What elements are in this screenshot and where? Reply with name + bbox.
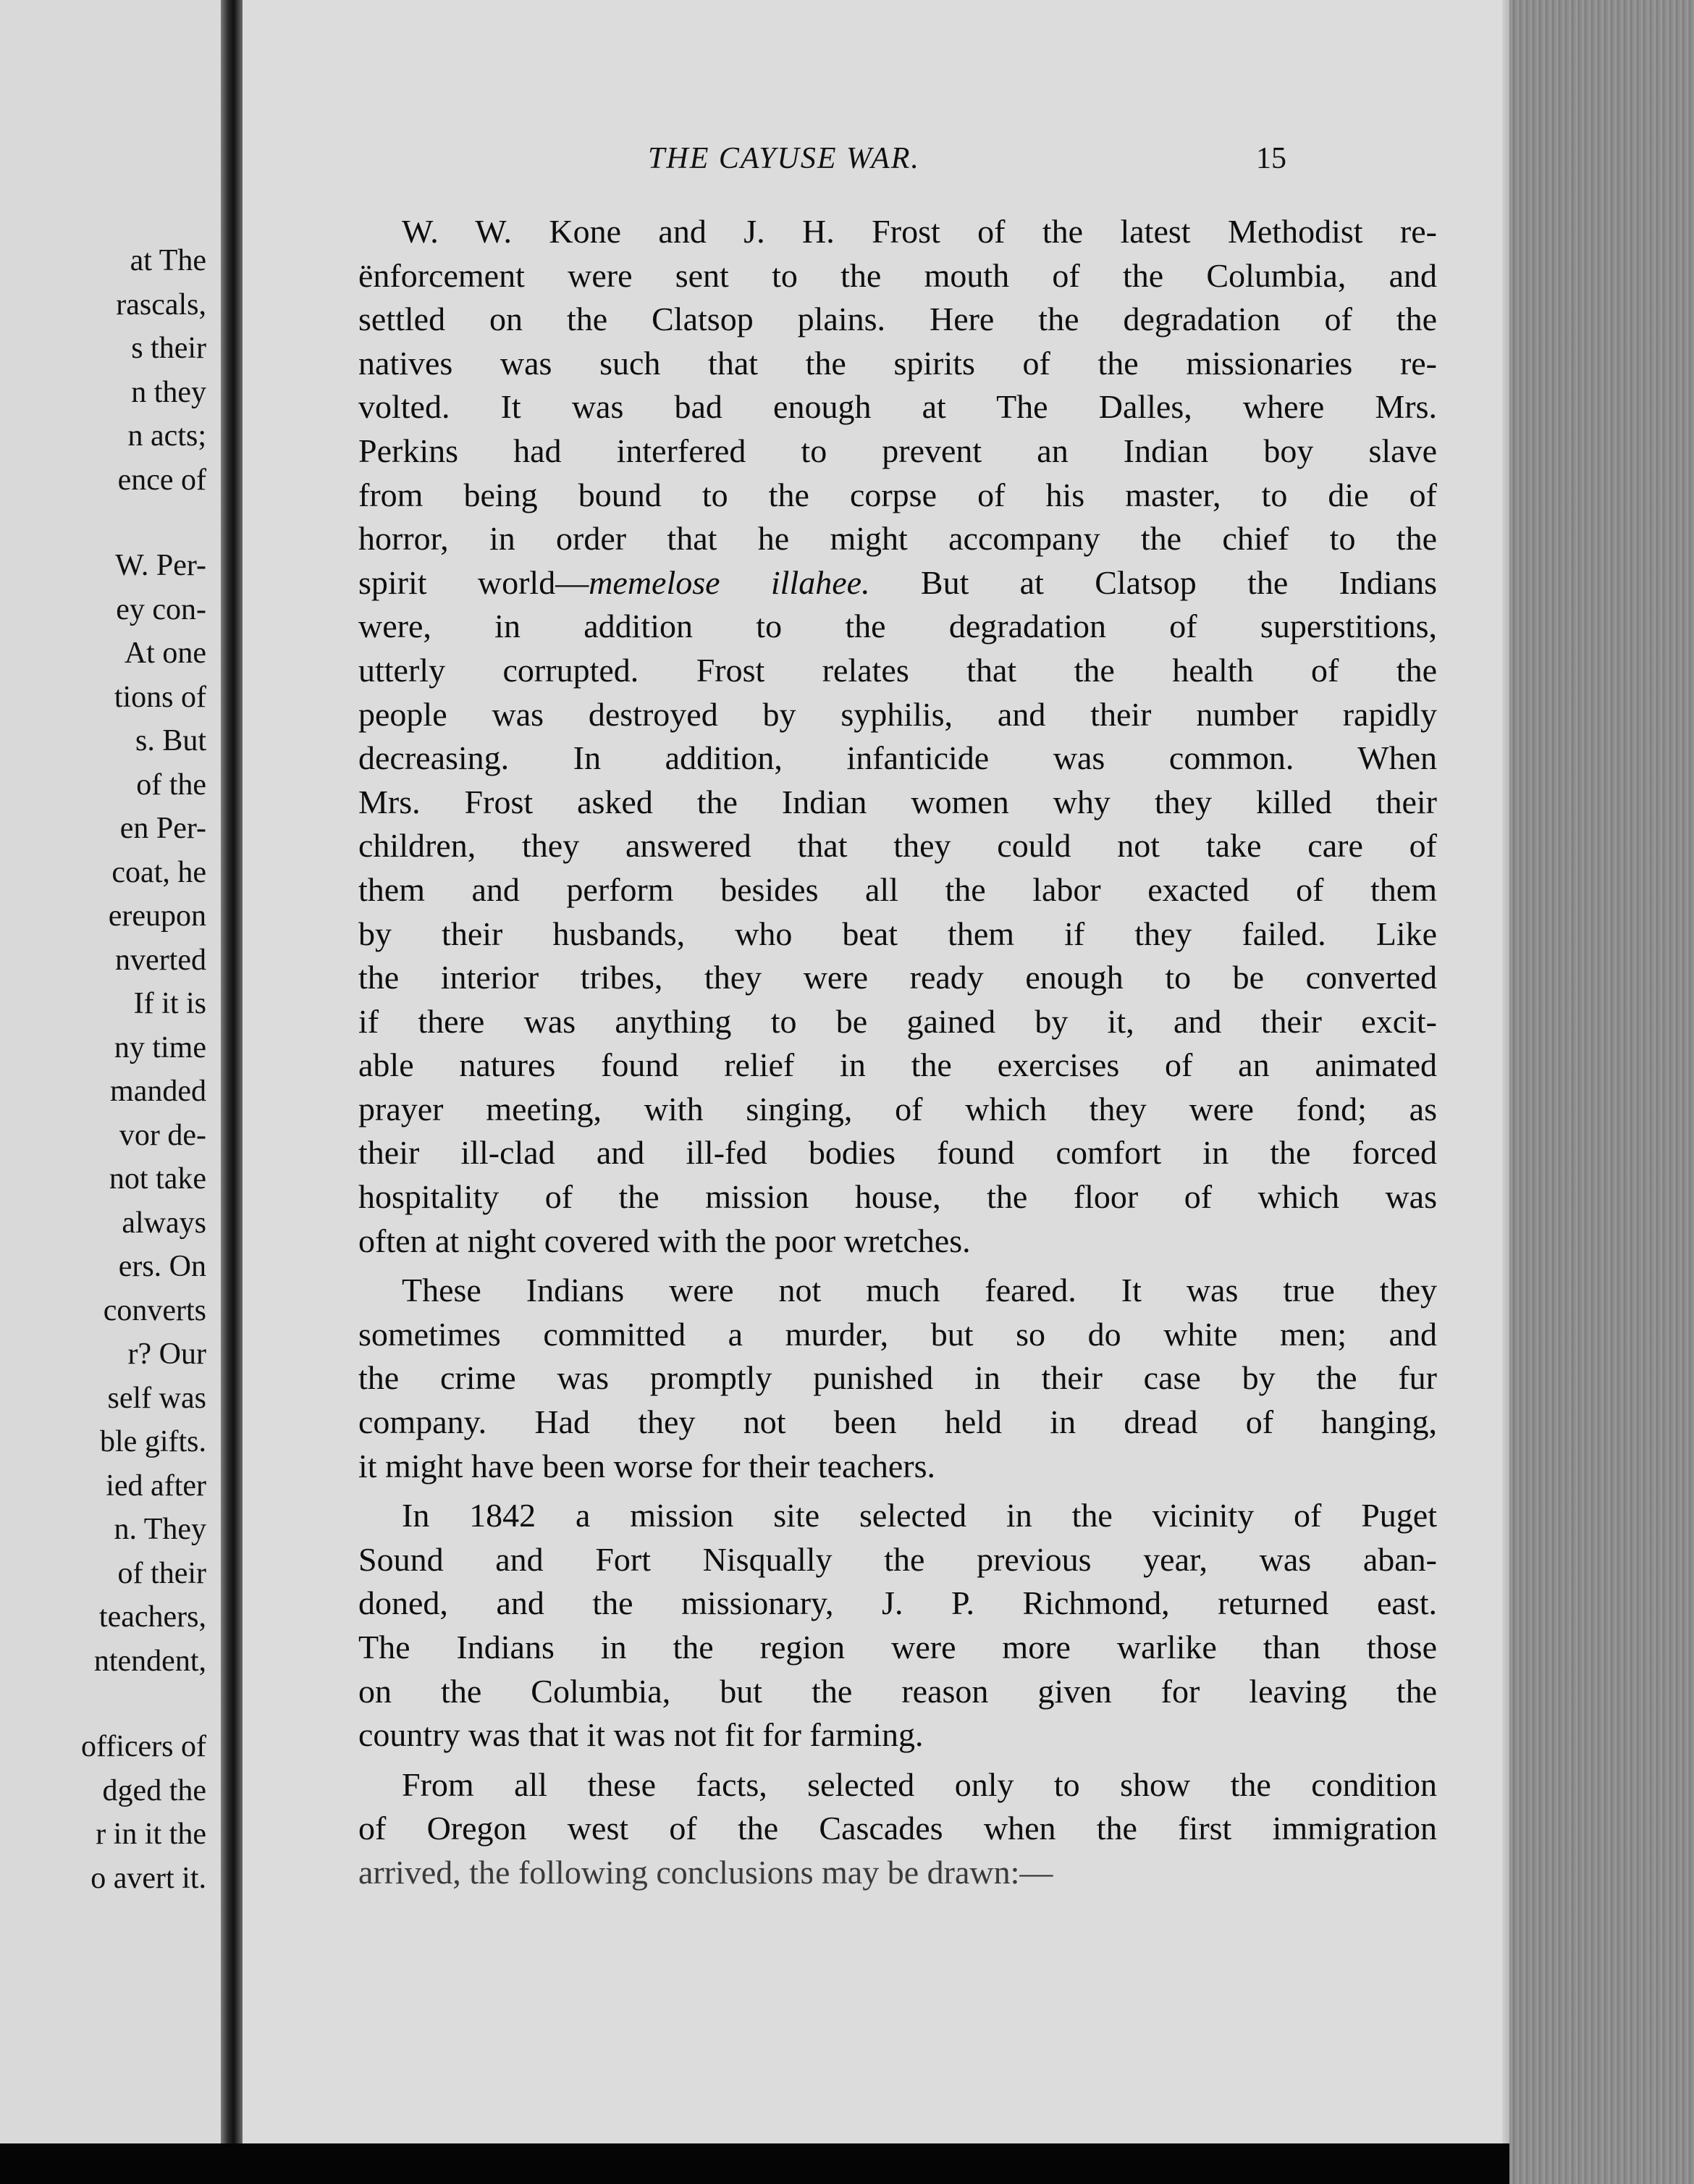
previous-page-line: converts — [103, 1293, 206, 1327]
previous-page-line: of the — [136, 768, 206, 802]
text-line: able natures found relief in the exercises of an animated — [358, 1046, 1437, 1084]
previous-page-line: ntendent, — [93, 1644, 206, 1678]
previous-page-line: ny time — [114, 1030, 206, 1064]
paragraph-gap — [358, 1263, 1437, 1269]
text-line: of Oregon west of the Cascades when the first immigration — [358, 1810, 1437, 1847]
paragraph-gap — [358, 1757, 1437, 1763]
text-line: if there was anything to be gained by it, and their excit- — [358, 1002, 1437, 1040]
text-line: These Indians were not much feared. It was true they — [402, 1272, 1437, 1309]
previous-page-line: r? Our — [127, 1337, 206, 1371]
book-page — [243, 0, 1538, 2143]
running-head: THE CAYUSE WAR. — [648, 142, 920, 175]
text-line: people was destroyed by syphilis, and their number rapidly — [358, 695, 1437, 733]
previous-page-line: ereupon — [108, 899, 206, 933]
previous-page-line: at The — [130, 244, 206, 277]
text-line: by their husbands, who beat them if they failed. Like — [358, 915, 1437, 952]
text-line: children, they answered that they could not take care of — [358, 827, 1437, 865]
paragraph — [358, 210, 1437, 1263]
page-number: 15 — [1256, 142, 1286, 175]
previous-page-line: not take — [109, 1162, 206, 1196]
text-line: them and perform besides all the labor exacted of them — [358, 870, 1437, 908]
text-line: sometimes committed a murder, but so do white men; and — [358, 1315, 1437, 1353]
previous-page-line: n they — [131, 375, 206, 409]
text-line: utterly corrupted. Frost relates that the health of the — [358, 651, 1437, 689]
text-segment: But at Clatsop the Indians — [869, 563, 1437, 601]
text-line: hospitality of the mission house, the floor of which was — [358, 1178, 1437, 1216]
text-line: prayer meeting, with singing, of which they were fond; as — [358, 1090, 1437, 1127]
previous-page-line: manded — [110, 1075, 206, 1108]
page-stack-edge — [1509, 0, 1694, 2184]
previous-page-line: n acts; — [127, 419, 206, 453]
text-line: From all these facts, selected only to show the condition — [402, 1765, 1437, 1803]
previous-page-line: o avert it. — [90, 1861, 206, 1895]
previous-page-gap — [81, 502, 206, 544]
previous-page-line: officers of — [81, 1730, 206, 1763]
paragraph-gap — [358, 1488, 1437, 1494]
previous-page-line: r in it the — [96, 1818, 206, 1851]
text-line: Mrs. Frost asked the Indian women why they killed their — [358, 783, 1437, 820]
text-line: company. Had they not been held in dread of hanging, — [358, 1403, 1437, 1441]
text-line: the crime was promptly punished in their case by the fur — [358, 1359, 1437, 1397]
italic-phrase: memelose illahee. — [589, 563, 870, 601]
paragraph-gap — [358, 1895, 1437, 1901]
text-line: from being bound to the corpse of his master, to die of — [358, 476, 1437, 513]
previous-page-line: en Per- — [119, 812, 206, 845]
previous-page-line: always — [122, 1206, 206, 1240]
previous-page-line: tions of — [114, 680, 206, 714]
previous-page-line: vor de- — [119, 1118, 206, 1152]
text-line: were, in addition to the degradation of superstitions, — [358, 608, 1437, 645]
text-line: doned, and the missionary, J. P. Richmond, returned east. — [358, 1584, 1437, 1622]
previous-page-line: s their — [131, 332, 206, 365]
text-line: volted. It was bad enough at The Dalles, where Mrs. — [358, 388, 1437, 426]
book-gutter — [221, 0, 243, 2143]
text-line: The Indians in the region were more warlike than those — [358, 1629, 1437, 1666]
previous-page-line: teachers, — [98, 1600, 206, 1634]
previous-page-line: self was — [107, 1381, 206, 1415]
previous-page-line: ence of — [117, 463, 206, 497]
text-line: In 1842 a mission site selected in the vicinity of Puget — [402, 1497, 1437, 1534]
text-line: ënforcement were sent to the mouth of the Columbia, and — [358, 256, 1437, 294]
previous-page-fragment — [0, 0, 221, 2143]
paragraph — [358, 1494, 1437, 1757]
previous-page-line: s. But — [135, 724, 206, 757]
previous-page-line: At one — [124, 637, 206, 670]
text-line: country was that it was not fit for farming. — [358, 1716, 924, 1754]
text-line: on the Columbia, but the reason given for leaving the — [358, 1672, 1437, 1710]
previous-page-line: n. They — [114, 1513, 206, 1546]
scan-border — [0, 2143, 1509, 2184]
text-line: the interior tribes, they were ready enough to be converted — [358, 959, 1437, 996]
previous-page-line: ey con- — [116, 592, 206, 626]
previous-page-text — [81, 239, 206, 1900]
text-line: Perkins had interfered to prevent an Indian boy slave — [358, 432, 1437, 469]
text-line — [358, 561, 1437, 605]
text-segment: spirit world— — [358, 563, 589, 601]
previous-page-line: ble gifts. — [100, 1425, 206, 1458]
previous-page-line: W. Per- — [115, 549, 206, 582]
text-line: horror, in order that he might accompany the chief to the — [358, 520, 1437, 558]
page-header — [243, 141, 1538, 185]
text-line: arrived, the following conclusions may be drawn:— — [358, 1853, 1053, 1891]
paragraph — [358, 1269, 1437, 1488]
previous-page-line: dged the — [102, 1773, 206, 1807]
text-line: W. W. Kone and J. H. Frost of the latest Methodist re- — [402, 213, 1437, 250]
previous-page-line: of their — [117, 1556, 206, 1590]
text-line: natives was such that the spirits of the missionaries re- — [358, 344, 1437, 382]
previous-page-line: ied after — [106, 1469, 206, 1503]
previous-page-line: coat, he — [111, 855, 206, 889]
previous-page-line: If it is — [133, 987, 206, 1020]
text-line: Sound and Fort Nisqually the previous year, was aban- — [358, 1540, 1437, 1578]
text-line: often at night covered with the poor wretches. — [358, 1222, 971, 1259]
text-line: their ill-clad and ill-fed bodies found comfort in the forced — [358, 1134, 1437, 1172]
previous-page-line: nverted — [115, 943, 206, 977]
previous-page-gap — [81, 1683, 206, 1725]
previous-page-line: ers. On — [118, 1250, 206, 1283]
paragraph — [358, 1763, 1437, 1895]
text-line: it might have been worse for their teachers. — [358, 1447, 936, 1484]
body-text — [358, 210, 1437, 1901]
text-line: settled on the Clatsop plains. Here the degradation of the — [358, 301, 1437, 338]
previous-page-line: rascals, — [116, 287, 206, 322]
text-line: decreasing. In addition, infanticide was common. When — [358, 739, 1437, 777]
